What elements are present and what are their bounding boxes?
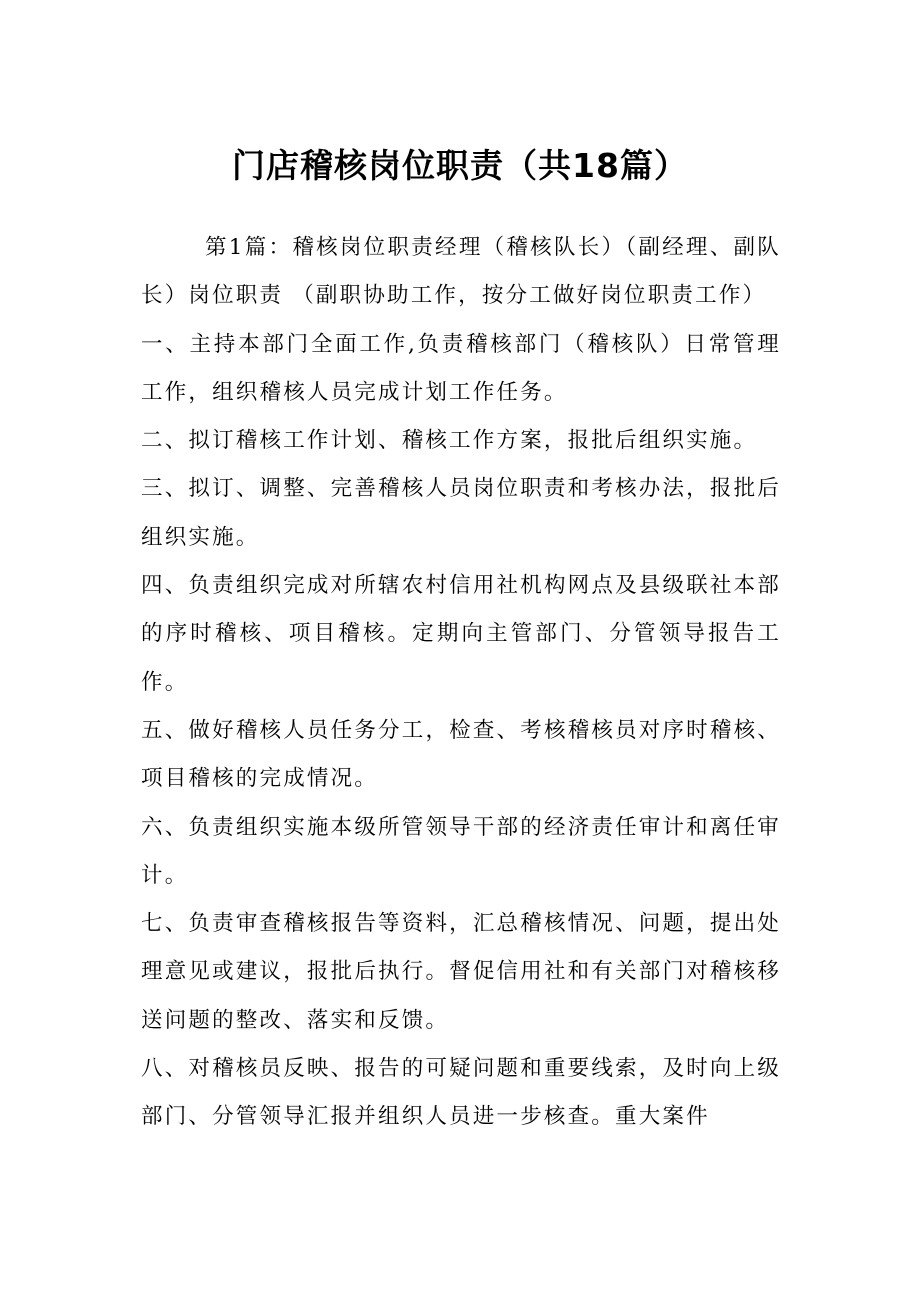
document-title: 门店稽核岗位职责（共18篇） [232,146,688,185]
paragraph-item-5: 五、做好稽核人员任务分工，检查、考核稽核员对序时稽核、项目稽核的完成情况。 [141,717,781,792]
paragraph-item-7: 七、负责审查稽核报告等资料，汇总稽核情况、问题，提出处理意见或建议，报批后执行。督促信用社和有关部门对稽核移送问题的整改、落实和反馈。 [141,911,781,1033]
paragraph-item-3: 三、拟订、调整、完善稽核人员岗位职责和考核办法，报批后组织实施。 [141,476,781,550]
paragraph-item-1: 一、主持本部门全面工作,负责稽核部门（稽核队）日常管理工作，组织稽核人员完成计划工作任务。 [141,331,781,405]
paragraph-item-4: 四、负责组织完成对所辖农村信用社机构网点及县级联社本部的序时稽核、项目稽核。定期向主管部门、分管领导报告工作。 [141,573,781,695]
paragraph-item-6: 六、负责组织实施本级所管领导干部的经济责任审计和离任审计。 [141,814,781,888]
paragraph-item-2: 二、拟订稽核工作计划、稽核工作方案，报批后组织实施。 [141,428,758,454]
document-body [141,224,781,1142]
paragraph-item-8: 八、对稽核员反映、报告的可疑问题和重要线索，及时向上级部门、分管领导汇报并组织人员进一步核查。重大案件 [141,1056,781,1130]
paragraph-intro: 第1篇：稽核岗位职责经理（稽核队长）（副经理、副队长）岗位职责 （副职协助工作，按分工做好岗位职责工作） [141,235,781,309]
